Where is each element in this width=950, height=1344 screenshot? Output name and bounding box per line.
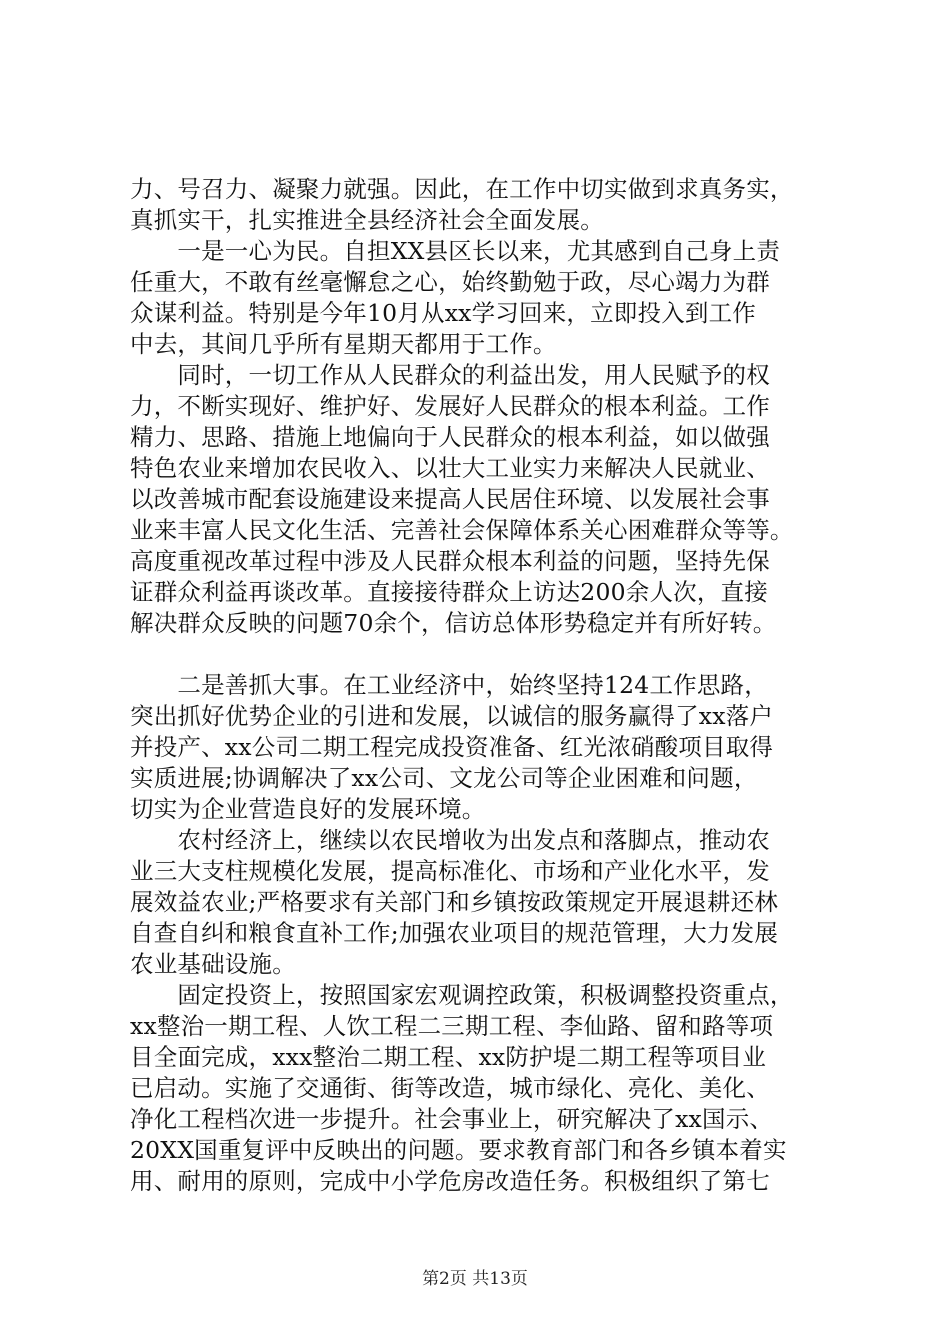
text-line: 真抓实干，扎实推进全县经济社会全面发展。 <box>130 206 604 234</box>
paragraph-gap <box>130 639 835 670</box>
text-line: 实质进展;协调解决了xx公司、文龙公司等企业困难和问题， <box>130 764 758 792</box>
text-line: 切实为企业营造良好的发展环境。 <box>130 795 486 823</box>
text-line: 展效益农业;严格要求有关部门和乡镇按政策规定开展退耕还林 <box>130 888 779 916</box>
text-line: 精力、思路、措施上地偏向于人民群众的根本利益，如以做强 <box>130 423 770 451</box>
text-line: 同时，一切工作从人民群众的利益出发，用人民赋予的权 <box>130 361 770 389</box>
text-line: 并投产、xx公司二期工程完成投资准备、红光浓硝酸项目取得 <box>130 733 774 761</box>
text-line: 净化工程档次进一步提升。社会事业上，研究解决了xx国示、 <box>130 1105 774 1133</box>
text-line: 用、耐用的原则，完成中小学危房改造任务。积极组织了第七 <box>130 1167 770 1195</box>
text-line: 中去，其间几乎所有星期天都用于工作。 <box>130 330 557 358</box>
text-line: 力、号召力、凝聚力就强。因此，在工作中切实做到求真务实， <box>130 175 794 203</box>
text-line: 目全面完成，xxx整治二期工程、xx防护堤二期工程等项目业 <box>130 1043 767 1071</box>
text-line: 高度重视改革过程中涉及人民群众根本利益的问题，坚持先保 <box>130 547 770 575</box>
text-line: 农村经济上，继续以农民增收为出发点和落脚点，推动农 <box>130 826 770 854</box>
text-line: 以改善城市配套设施建设来提高人民居住环境、以发展社会事 <box>130 485 770 513</box>
text-line: 证群众利益再谈改革。直接接待群众上访达200余人次，直接 <box>130 578 768 606</box>
text-line: 解决群众反映的问题70余个，信访总体形势稳定并有所好转。 <box>130 609 777 637</box>
text-line: 业来丰富人民文化生活、完善社会保障体系关心困难群众等等。 <box>130 516 794 544</box>
text-line: xx整治一期工程、人饮工程二三期工程、李仙路、留和路等项 <box>130 1012 774 1040</box>
text-line: 业三大支柱规模化发展，提高标准化、市场和产业化水平，发 <box>130 857 770 885</box>
text-line: 农业基础设施。 <box>130 950 296 978</box>
text-line: 众谋利益。特别是今年10月从xx学习回来，立即投入到工作 <box>130 299 757 327</box>
text-line: 固定投资上，按照国家宏观调控政策，积极调整投资重点， <box>130 981 794 1009</box>
text-line: 20XX国重复评中反映出的问题。要求教育部门和各乡镇本着实 <box>130 1136 787 1164</box>
text-line: 任重大，不敢有丝毫懈怠之心，始终勤勉于政，尽心竭力为群 <box>130 268 770 296</box>
text-line: 力，不断实现好、维护好、发展好人民群众的根本利益。工作 <box>130 392 770 420</box>
text-line: 已启动。实施了交通街、街等改造，城市绿化、亮化、美化、 <box>130 1074 770 1102</box>
body-text <box>130 174 835 1197</box>
text-line: 自查自纠和粮食直补工作;加强农业项目的规范管理，大力发展 <box>130 919 779 947</box>
text-line: 突出抓好优势企业的引进和发展，以诚信的服务赢得了xx落户 <box>130 702 774 730</box>
text-line: 二是善抓大事。在工业经济中，始终坚持124工作思路， <box>130 671 768 699</box>
page-footer: 第2页 共13页 <box>422 1269 528 1289</box>
text-line: 一是一心为民。自担XX县区长以来，尤其感到自己身上责 <box>130 237 781 265</box>
text-line: 特色农业来增加农民收入、以壮大工业实力来解决人民就业、 <box>130 454 770 482</box>
